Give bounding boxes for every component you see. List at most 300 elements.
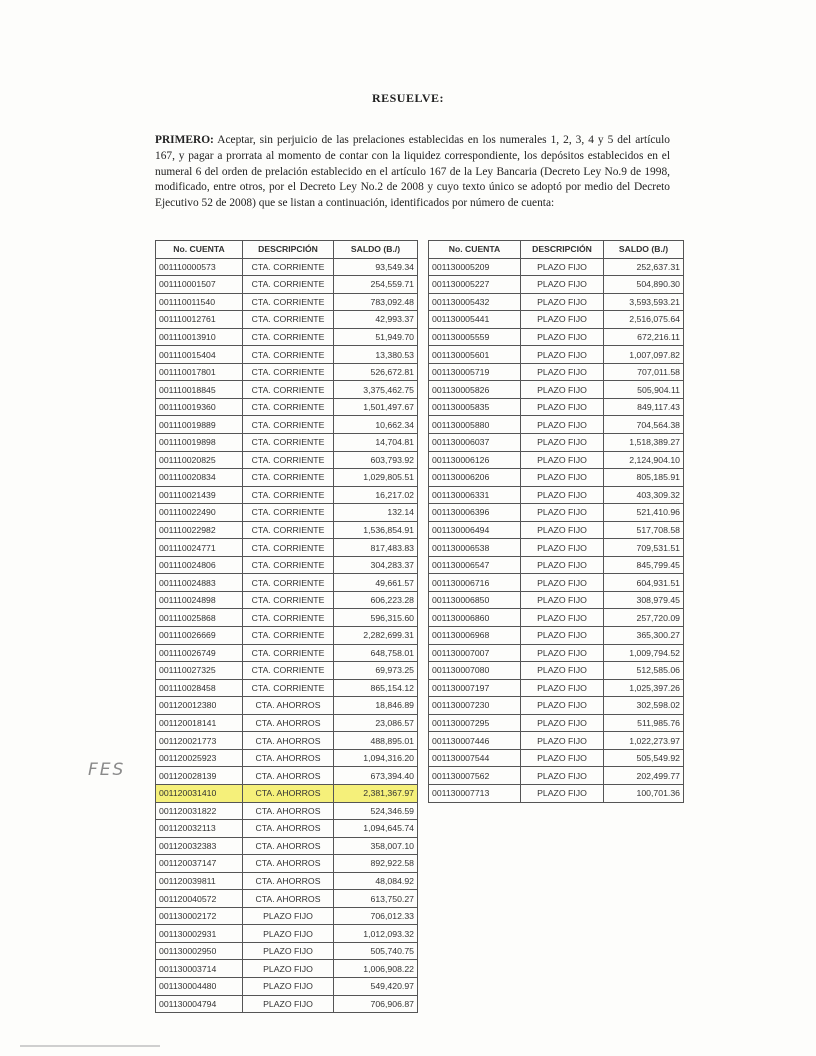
account-number-cell: 001110019360 [156,398,243,416]
balance-cell: 132.14 [334,504,418,522]
table-row [429,591,684,609]
account-number-cell: 001120018141 [156,714,243,732]
account-number-cell: 001130007446 [429,732,521,750]
balance-cell: 845,799.45 [604,556,684,574]
description-cell: PLAZO FIJO [521,293,604,311]
account-number-cell: 001130005719 [429,363,521,381]
table-row [156,486,418,504]
description-cell: PLAZO FIJO [243,995,334,1013]
description-cell: CTA. CORRIENTE [243,539,334,557]
table-row [156,521,418,539]
balance-cell: 505,740.75 [334,942,418,960]
table-row [429,328,684,346]
table-row [156,276,418,294]
balance-cell: 42,993.37 [334,311,418,329]
account-number-cell: 001130007562 [429,767,521,785]
balance-cell: 48,084.92 [334,872,418,890]
balance-cell: 3,375,462.75 [334,381,418,399]
section-heading: RESUELVE: [371,91,445,105]
account-number-cell: 001110024806 [156,556,243,574]
table-row [156,837,418,855]
description-cell: PLAZO FIJO [521,556,604,574]
account-number-cell: 001130005826 [429,381,521,399]
description-cell: CTA. CORRIENTE [243,293,334,311]
table-row [156,644,418,662]
balance-cell: 524,346.59 [334,802,418,820]
balance-cell: 604,931.51 [604,574,684,592]
description-cell: PLAZO FIJO [521,644,604,662]
balance-cell: 13,380.53 [334,346,418,364]
balance-cell: 672,216.11 [604,328,684,346]
account-number-cell: 001110000573 [156,258,243,276]
description-cell: PLAZO FIJO [521,591,604,609]
account-number-cell: 001110024898 [156,591,243,609]
column-header-balance: SALDO (B./) [334,241,418,259]
description-cell: PLAZO FIJO [521,504,604,522]
table-row [156,820,418,838]
paragraph-lead: PRIMERO: [155,134,214,147]
account-number-cell: 001130002172 [156,907,243,925]
description-cell: PLAZO FIJO [521,521,604,539]
table-row [156,434,418,452]
description-cell: CTA. AHORROS [243,855,334,873]
account-number-cell: 001110019898 [156,434,243,452]
account-number-cell: 001130005601 [429,346,521,364]
balance-cell: 2,516,075.64 [604,311,684,329]
description-cell: CTA. CORRIENTE [243,451,334,469]
table-row [429,627,684,645]
balance-cell: 603,793.92 [334,451,418,469]
account-number-cell: 001130007080 [429,662,521,680]
account-number-cell: 001120032383 [156,837,243,855]
description-cell: CTA. CORRIENTE [243,346,334,364]
handwritten-margin-note: FES [88,760,126,780]
description-cell: PLAZO FIJO [521,328,604,346]
table-header-row [156,241,418,259]
account-number-cell: 001120021773 [156,732,243,750]
balance-cell: 2,282,699.31 [334,627,418,645]
balance-cell: 51,949.70 [334,328,418,346]
balance-cell: 252,637.31 [604,258,684,276]
balance-cell: 1,501,497.67 [334,398,418,416]
balance-cell: 1,029,805.51 [334,469,418,487]
description-cell: PLAZO FIJO [521,469,604,487]
table-row [156,890,418,908]
description-cell: PLAZO FIJO [521,609,604,627]
balance-cell: 23,086.57 [334,714,418,732]
balance-cell: 358,007.10 [334,837,418,855]
balance-cell: 596,315.60 [334,609,418,627]
account-number-cell: 001130006538 [429,539,521,557]
balance-cell: 512,585.06 [604,662,684,680]
description-cell: PLAZO FIJO [521,749,604,767]
balance-cell: 403,309.32 [604,486,684,504]
account-number-cell: 001130005880 [429,416,521,434]
description-cell: PLAZO FIJO [521,363,604,381]
description-cell: PLAZO FIJO [521,662,604,680]
table-row [156,363,418,381]
table-row [429,434,684,452]
balance-cell: 69,973.25 [334,662,418,680]
table-row [429,714,684,732]
description-cell: CTA. AHORROS [243,749,334,767]
description-cell: CTA. CORRIENTE [243,486,334,504]
account-number-cell: 001120025923 [156,749,243,767]
table-row [156,855,418,873]
balance-cell: 706,012.33 [334,907,418,925]
table-row [429,784,684,802]
table-row [429,346,684,364]
description-cell: CTA. CORRIENTE [243,328,334,346]
table-row [429,363,684,381]
balance-cell: 93,549.34 [334,258,418,276]
balance-cell: 1,012,093.32 [334,925,418,943]
column-header-description: DESCRIPCIÓN [521,241,604,259]
account-number-cell: 001120032113 [156,820,243,838]
table-row [156,451,418,469]
table-row [429,662,684,680]
table-row [156,591,418,609]
description-cell: PLAZO FIJO [243,925,334,943]
table-row [156,416,418,434]
description-cell: PLAZO FIJO [521,732,604,750]
account-number-cell: 001130007544 [429,749,521,767]
account-number-cell: 001110026669 [156,627,243,645]
balance-cell: 14,704.81 [334,434,418,452]
table-row [156,539,418,557]
description-cell: CTA. CORRIENTE [243,574,334,592]
description-cell: PLAZO FIJO [521,258,604,276]
table-row [429,486,684,504]
table-row [156,609,418,627]
balance-cell: 302,598.02 [604,697,684,715]
account-number-cell: 001130006547 [429,556,521,574]
account-number-cell: 001130006716 [429,574,521,592]
column-header-account: No. CUENTA [156,241,243,259]
accounts-table-left [155,240,418,1013]
description-cell: PLAZO FIJO [521,346,604,364]
account-number-cell: 001110011540 [156,293,243,311]
balance-cell: 16,217.02 [334,486,418,504]
description-cell: PLAZO FIJO [521,767,604,785]
description-cell: CTA. AHORROS [243,714,334,732]
account-number-cell: 001130005227 [429,276,521,294]
table-row [156,802,418,820]
account-number-cell: 001120031410 [156,784,243,802]
account-number-cell: 001120040572 [156,890,243,908]
table-row [429,398,684,416]
account-number-cell: 001130005441 [429,311,521,329]
account-number-cell: 001130007197 [429,679,521,697]
description-cell: PLAZO FIJO [521,679,604,697]
description-cell: PLAZO FIJO [521,381,604,399]
table-row [156,556,418,574]
balance-cell: 1,007,097.82 [604,346,684,364]
description-cell: PLAZO FIJO [521,574,604,592]
description-cell: CTA. CORRIENTE [243,609,334,627]
table-row [156,942,418,960]
balance-cell: 817,483.83 [334,539,418,557]
balance-cell: 2,381,367.97 [334,784,418,802]
table-row [156,328,418,346]
account-number-cell: 001110026749 [156,644,243,662]
balance-cell: 1,518,389.27 [604,434,684,452]
account-number-cell: 001120028139 [156,767,243,785]
column-header-balance: SALDO (B./) [604,241,684,259]
description-cell: CTA. AHORROS [243,872,334,890]
description-cell: PLAZO FIJO [521,416,604,434]
balance-cell: 1,094,316.20 [334,749,418,767]
account-number-cell: 001110020825 [156,451,243,469]
balance-cell: 511,985.76 [604,714,684,732]
balance-cell: 254,559.71 [334,276,418,294]
account-number-cell: 001130006850 [429,591,521,609]
description-cell: PLAZO FIJO [521,451,604,469]
table-row [429,749,684,767]
balance-cell: 504,890.30 [604,276,684,294]
description-cell: PLAZO FIJO [521,276,604,294]
account-number-cell: 001130003714 [156,960,243,978]
description-cell: CTA. AHORROS [243,767,334,785]
balance-cell: 1,025,397.26 [604,679,684,697]
table-row [429,451,684,469]
account-number-cell: 001130006396 [429,504,521,522]
description-cell: CTA. CORRIENTE [243,276,334,294]
scan-artifact-line [20,1045,160,1047]
table-row [156,767,418,785]
account-number-cell: 001120039811 [156,872,243,890]
account-number-cell: 001110020834 [156,469,243,487]
account-number-cell: 001110013910 [156,328,243,346]
account-number-cell: 001110025868 [156,609,243,627]
balance-cell: 1,006,908.22 [334,960,418,978]
balance-cell: 308,979.45 [604,591,684,609]
table-row [429,416,684,434]
table-row [429,521,684,539]
balance-cell: 488,895.01 [334,732,418,750]
column-header-description: DESCRIPCIÓN [243,241,334,259]
description-cell: PLAZO FIJO [521,539,604,557]
table-row-highlighted [156,784,418,802]
table-row [429,732,684,750]
description-cell: PLAZO FIJO [521,627,604,645]
account-number-cell: 001110001507 [156,276,243,294]
account-number-cell: 001120031822 [156,802,243,820]
table-row [156,977,418,995]
table-row [429,574,684,592]
account-number-cell: 001130005835 [429,398,521,416]
account-number-cell: 001130007007 [429,644,521,662]
table-row [156,398,418,416]
description-cell: CTA. CORRIENTE [243,363,334,381]
table-row [156,960,418,978]
table-row [156,872,418,890]
balance-cell: 709,531.51 [604,539,684,557]
description-cell: CTA. AHORROS [243,820,334,838]
description-cell: PLAZO FIJO [243,907,334,925]
account-number-cell: 001110022982 [156,521,243,539]
account-number-cell: 001130004480 [156,977,243,995]
account-number-cell: 001110028458 [156,679,243,697]
account-number-cell: 001110022490 [156,504,243,522]
account-number-cell: 001110024883 [156,574,243,592]
balance-cell: 257,720.09 [604,609,684,627]
description-cell: CTA. AHORROS [243,890,334,908]
description-cell: CTA. CORRIENTE [243,398,334,416]
table-row [156,697,418,715]
balance-cell: 521,410.96 [604,504,684,522]
balance-cell: 706,906.87 [334,995,418,1013]
account-number-cell: 001130005209 [429,258,521,276]
table-row [429,258,684,276]
account-number-cell: 001130006126 [429,451,521,469]
table-row [156,907,418,925]
balance-cell: 1,094,645.74 [334,820,418,838]
table-row [156,662,418,680]
table-row [429,767,684,785]
account-number-cell: 001110019889 [156,416,243,434]
table-header-row [429,241,684,259]
balance-cell: 2,124,904.10 [604,451,684,469]
account-number-cell: 001110027325 [156,662,243,680]
account-number-cell: 001130006968 [429,627,521,645]
table-row [429,469,684,487]
table-row [156,732,418,750]
description-cell: CTA. CORRIENTE [243,627,334,645]
description-cell: PLAZO FIJO [521,434,604,452]
description-cell: PLAZO FIJO [243,960,334,978]
table-row [156,995,418,1013]
description-cell: CTA. CORRIENTE [243,311,334,329]
description-cell: CTA. CORRIENTE [243,381,334,399]
description-cell: PLAZO FIJO [243,977,334,995]
table-row [156,504,418,522]
table-row [156,381,418,399]
paragraph-body: Aceptar, sin perjuicio de las prelaciones establecidas en los numerales 1, 2, 3, 4 y 5 del artículo 167, y pagar a prorrata al momento de contar con la liquidez correspondiente, los depósitos establecidos en el numeral 6 del orden de prelación establecido en el artículo 167 de la Ley Bancaria (Decreto Ley No.9 de 1998, modificado, entre otros, por el Decreto Ley No.2 de 2008 y cuyo texto único se adoptó por medio del Decreto Ejecutivo 52 de 2008) que se listan a continuación, identificados por número de cuenta: [155,134,670,209]
balance-cell: 49,661.57 [334,574,418,592]
account-number-cell: 001130007713 [429,784,521,802]
description-cell: CTA. CORRIENTE [243,258,334,276]
balance-cell: 526,672.81 [334,363,418,381]
account-number-cell: 001120012380 [156,697,243,715]
balance-cell: 805,185.91 [604,469,684,487]
account-number-cell: 001130002950 [156,942,243,960]
table-row [429,609,684,627]
account-number-cell: 001110021439 [156,486,243,504]
description-cell: CTA. AHORROS [243,837,334,855]
description-cell: PLAZO FIJO [521,697,604,715]
account-number-cell: 001130005559 [429,328,521,346]
balance-cell: 202,499.77 [604,767,684,785]
balance-cell: 304,283.37 [334,556,418,574]
account-number-cell: 001110017801 [156,363,243,381]
description-cell: PLAZO FIJO [521,486,604,504]
table-row [156,574,418,592]
description-cell: CTA. CORRIENTE [243,521,334,539]
account-number-cell: 001130006331 [429,486,521,504]
account-number-cell: 001130006860 [429,609,521,627]
account-number-cell: 001130006494 [429,521,521,539]
description-cell: CTA. AHORROS [243,802,334,820]
balance-cell: 865,154.12 [334,679,418,697]
column-header-account: No. CUENTA [429,241,521,259]
table-row [429,697,684,715]
balance-cell: 3,593,593.21 [604,293,684,311]
account-number-cell: 001120037147 [156,855,243,873]
table-row [429,556,684,574]
balance-cell: 673,394.40 [334,767,418,785]
description-cell: CTA. CORRIENTE [243,434,334,452]
table-row [429,311,684,329]
table-row [156,627,418,645]
balance-cell: 505,904.11 [604,381,684,399]
description-cell: CTA. AHORROS [243,732,334,750]
table-row [429,539,684,557]
balance-cell: 849,117.43 [604,398,684,416]
balance-cell: 10,662.34 [334,416,418,434]
balance-cell: 505,549.92 [604,749,684,767]
description-cell: CTA. CORRIENTE [243,644,334,662]
table-row [156,258,418,276]
balance-cell: 100,701.36 [604,784,684,802]
table-row [429,381,684,399]
description-cell: CTA. CORRIENTE [243,662,334,680]
description-cell: CTA. AHORROS [243,784,334,802]
table-row [156,311,418,329]
account-number-cell: 001130004794 [156,995,243,1013]
table-row [429,293,684,311]
table-row [156,679,418,697]
balance-cell: 18,846.89 [334,697,418,715]
account-number-cell: 001130007295 [429,714,521,732]
table-row [429,644,684,662]
description-cell: PLAZO FIJO [521,784,604,802]
balance-cell: 783,092.48 [334,293,418,311]
table-row [156,346,418,364]
balance-cell: 892,922.58 [334,855,418,873]
account-number-cell: 001110012761 [156,311,243,329]
description-cell: CTA. CORRIENTE [243,504,334,522]
table-row [429,504,684,522]
resolution-paragraph [155,133,670,211]
balance-cell: 606,223.28 [334,591,418,609]
account-number-cell: 001110015404 [156,346,243,364]
balance-cell: 648,758.01 [334,644,418,662]
account-number-cell: 001130002931 [156,925,243,943]
description-cell: CTA. CORRIENTE [243,416,334,434]
account-number-cell: 001110018845 [156,381,243,399]
description-cell: CTA. AHORROS [243,697,334,715]
account-number-cell: 001130006037 [429,434,521,452]
balance-cell: 1,009,794.52 [604,644,684,662]
description-cell: PLAZO FIJO [521,311,604,329]
balance-cell: 1,022,273.97 [604,732,684,750]
description-cell: CTA. CORRIENTE [243,469,334,487]
account-number-cell: 001110024771 [156,539,243,557]
table-row [429,679,684,697]
balance-cell: 549,420.97 [334,977,418,995]
description-cell: PLAZO FIJO [521,714,604,732]
description-cell: CTA. CORRIENTE [243,591,334,609]
table-row [156,714,418,732]
balance-cell: 1,536,854.91 [334,521,418,539]
description-cell: PLAZO FIJO [521,398,604,416]
account-number-cell: 001130007230 [429,697,521,715]
table-row [156,925,418,943]
table-row [156,469,418,487]
balance-cell: 707,011.58 [604,363,684,381]
accounts-table-right [428,240,684,803]
